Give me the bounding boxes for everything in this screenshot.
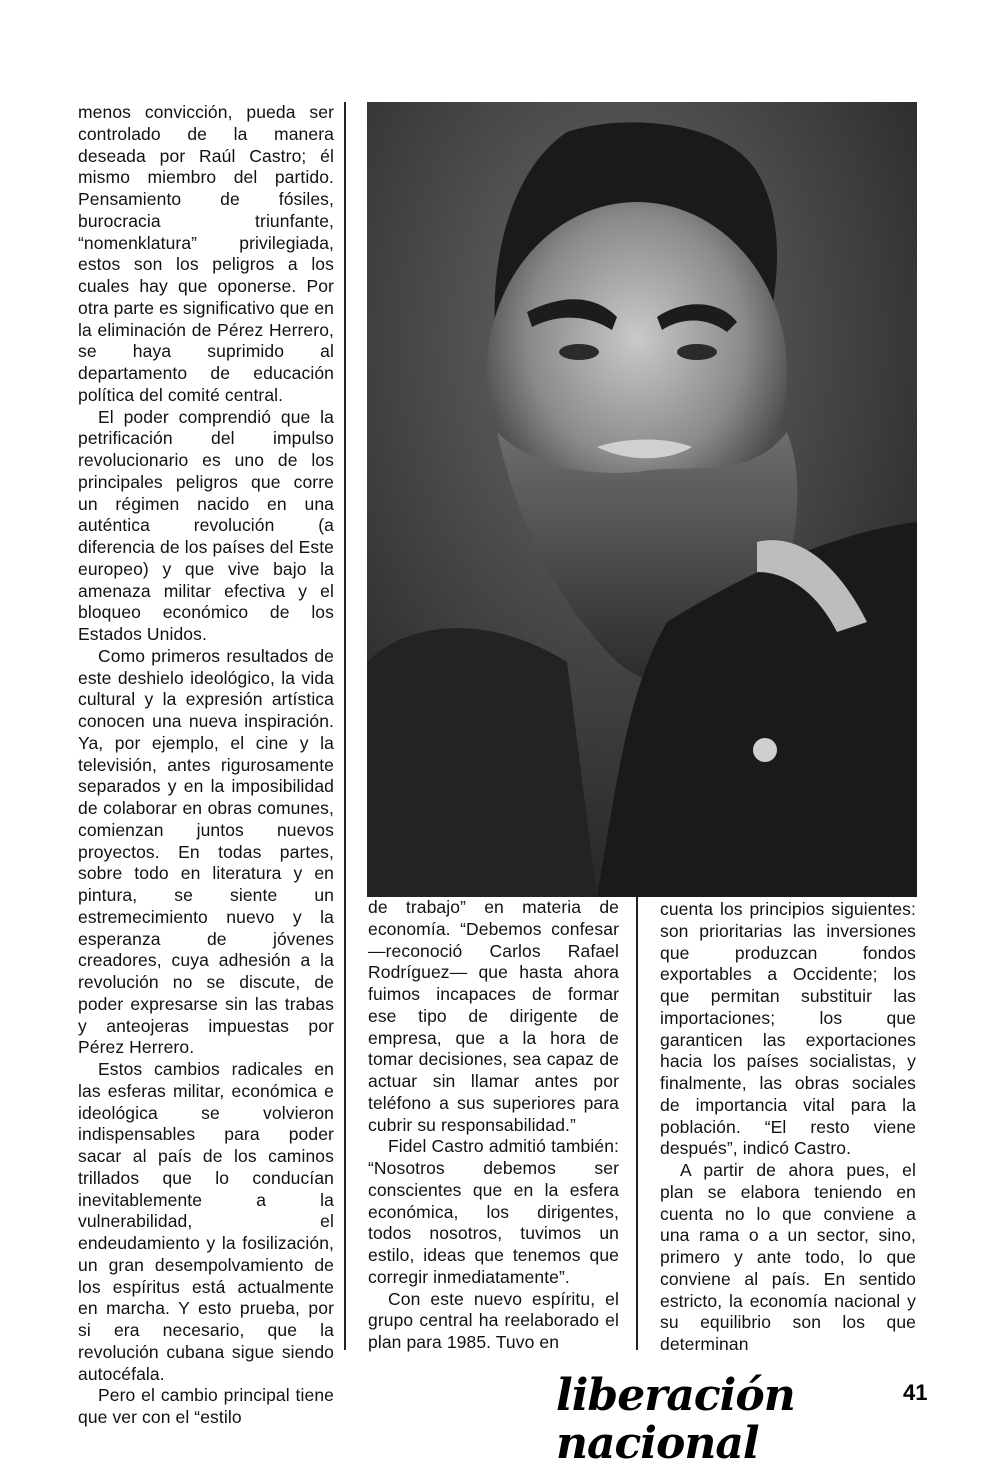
publication-masthead: liberación nacional bbox=[556, 1370, 795, 1469]
paragraph: Pero el cambio principal tiene que ver con el “estilo bbox=[78, 1385, 334, 1427]
paragraph: menos convicción, pueda ser controlado de la manera deseada por Raúl Castro; él mismo miembro del partido. Pensamiento de fósiles, burocracia triunfante, “nomenklatura” privilegiada, estos son los peligros a los cuales hay que oponerse. Por otra parte es significativo que en la eliminación de Pérez Herrero, se haya suprimido al departamento de educación política del comité central. bbox=[78, 102, 334, 405]
text-column-1 bbox=[78, 102, 334, 1429]
paragraph: A partir de ahora pues, el plan se elabora teniendo en cuenta no lo que conviene a una rama o a un sector, sino, primero y ante todo, lo que conviene al país. En sentido estricto, la economía nacional y su equilibrio son los que determinan bbox=[660, 1160, 916, 1354]
portrait-photo bbox=[367, 102, 917, 897]
paragraph: El poder comprendió que la petrificación del impulso revolucionario es uno de los principales peligros que corre un régimen nacido en una auténtica revolución (a diferencia de los países del Este europeo) y que vive bajo la amenaza militar efectiva y el bloqueo económico de los Estados Unidos. bbox=[78, 406, 334, 644]
paragraph: cuenta los principios siguientes: son prioritarias las inversiones que produzcan fondos exportables a Occidente; los que permitan substituir las importaciones; los que garanticen las exportaciones hacia los países socialistas, y finalmente, las obras sociales de importancia vital para la población. “El resto viene después”, indicó Castro. bbox=[660, 899, 916, 1159]
portrait-illustration bbox=[367, 102, 917, 897]
paragraph: Estos cambios radicales en las esferas militar, económica e ideológica se volvieron indispensables para poder sacar al país de los caminos trillados que lo conducían inevitablemente a la vulnerabilidad, el endeudamiento y la fosilización, un gran desempolvamiento de los espíritus está actualmente en marcha. Y esto prueba, por si era necesario, que la revolución cubana sigue siendo autocéfala. bbox=[78, 1059, 334, 1384]
text-column-2 bbox=[368, 897, 619, 1354]
text-column-3 bbox=[660, 899, 916, 1356]
column-rule bbox=[344, 102, 346, 1350]
paragraph: Fidel Castro admitió también: “Nosotros debemos ser conscientes que en la esfera económica, los dirigentes, todos nosotros, tuvimos un estilo, ideas que tenemos que corregir inmediatamente”. bbox=[368, 1136, 619, 1287]
page-number: 41 bbox=[903, 1380, 928, 1405]
paragraph: Con este nuevo espíritu, el grupo central ha reelaborado el plan para 1985. Tuvo en bbox=[368, 1288, 619, 1352]
paragraph: de trabajo” en materia de economía. “Debemos confesar —reconoció Carlos Rafael Rodríguez— que hasta ahora fuimos incapaces de formar ese tipo de dirigente de empresa, que a la hora de tomar decisiones, sea capaz de actuar sin llamar antes por teléfono a sus superiores para cubrir su responsabilidad.” bbox=[368, 897, 619, 1135]
paragraph: Como primeros resultados de este deshielo ideológico, la vida cultural y la expresión artística conocen una nueva inspiración. Ya, por ejemplo, el cine y la televisión, antes rigurosamente separados y en la imposibilidad de colaborar en obras comunes, comienzan juntos nuevos proyectos. En todas partes, sobre todo en literatura y en pintura, se siente un estremecimiento nuevo y la esperanza de jóvenes creadores, cuya adhesión a la revolución no se discute, de poder expresarse sin las trabas y anteojeras impuestas por Pérez Herrero. bbox=[78, 645, 334, 1058]
column-rule bbox=[636, 897, 638, 1350]
